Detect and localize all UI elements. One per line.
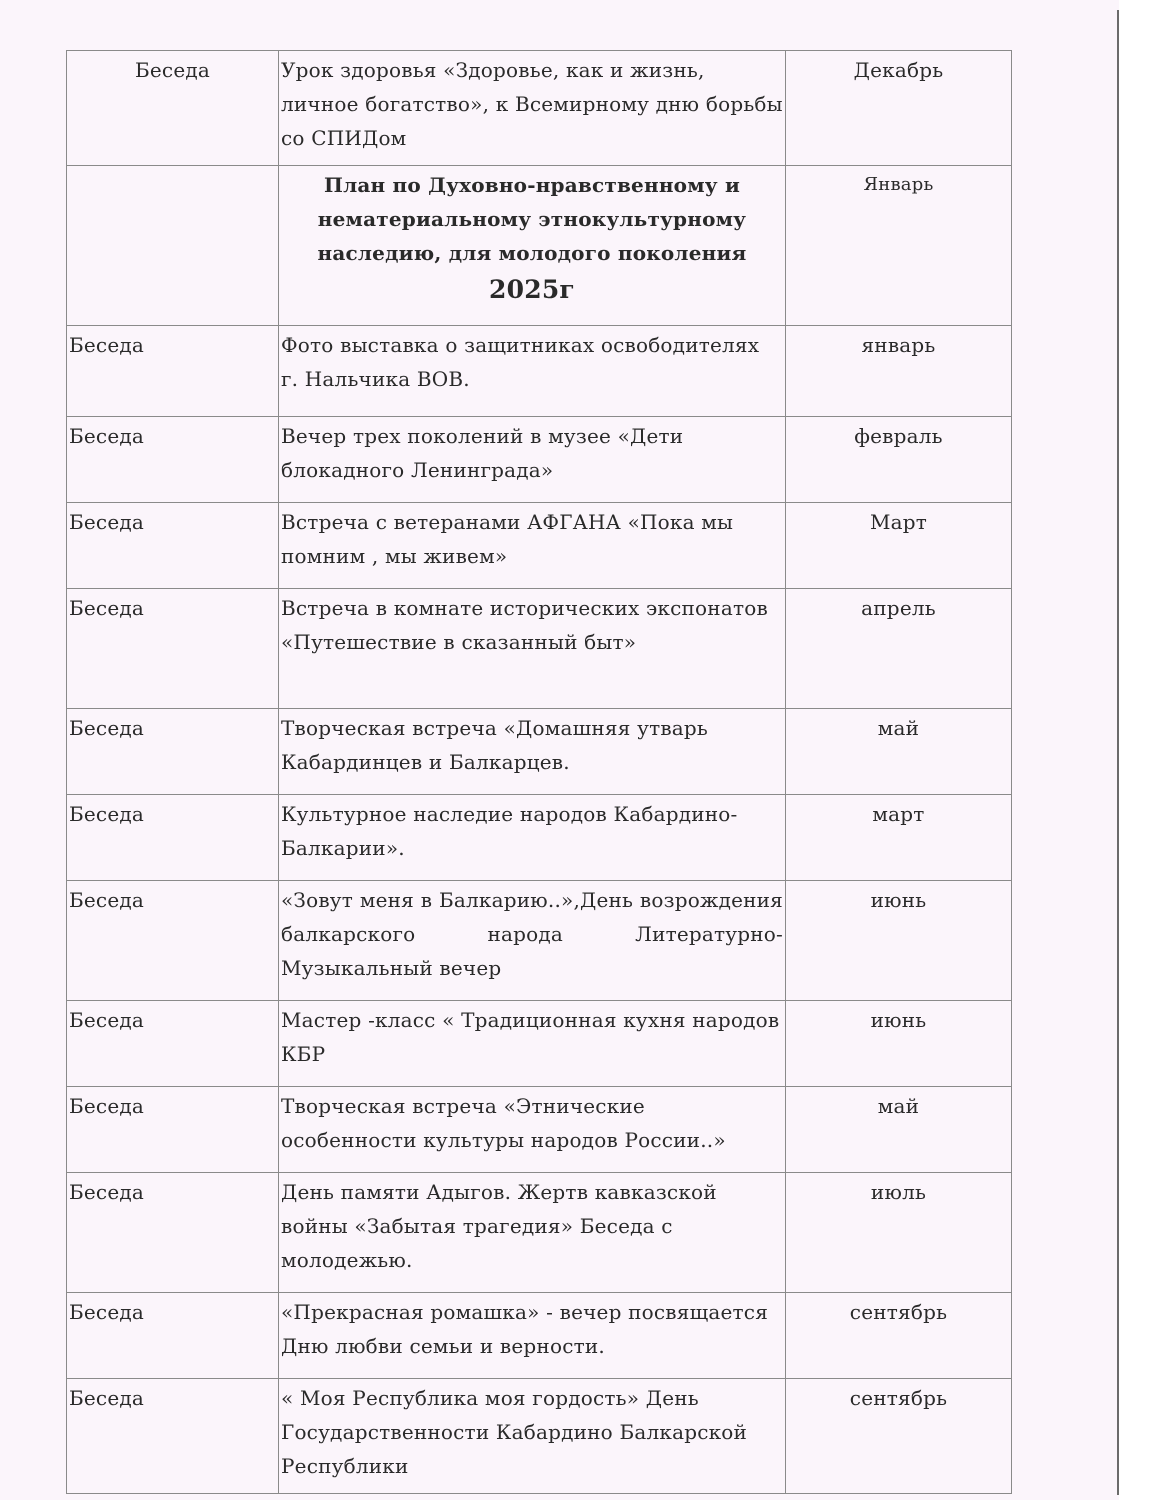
table-row-heading [67,166,1012,326]
event-month-cell: январь [786,326,1012,417]
plan-heading-line: нематериальному этнокультурному [317,207,747,231]
event-month-cell: июнь [786,881,1012,1001]
table-row [67,51,1012,166]
event-type-cell: Беседа [67,795,279,881]
table-row [67,881,1012,1001]
event-month-cell: февраль [786,417,1012,503]
event-description-cell: День памяти Адыгов. Жертв кавказской войны «Забытая трагедия» Беседа с молодежью. [279,1173,786,1293]
table-row [67,417,1012,503]
event-plan-table [66,50,1012,1494]
plan-heading-year: 2025г [489,275,575,304]
event-month-cell: июнь [786,1001,1012,1087]
event-type-cell: Беседа [67,51,279,166]
event-month-cell: май [786,1087,1012,1173]
plan-heading-line: наследию, для молодого поколения [317,241,747,265]
event-month-cell: Декабрь [786,51,1012,166]
table-row [67,1293,1012,1379]
event-description-cell: Вечер трех поколений в музее «Дети блокадного Ленинграда» [279,417,786,503]
table-row [67,795,1012,881]
event-type-cell: Беседа [67,1379,279,1494]
event-month-cell: апрель [786,589,1012,709]
event-type-cell: Беседа [67,503,279,589]
event-description-cell: Фото выставка о защитниках освободителях г. Нальчика ВОВ. [279,326,786,417]
event-type-cell: Беседа [67,1087,279,1173]
event-description-cell: « Моя Республика моя гордость» День Государственности Кабардино Балкарской Республики [279,1379,786,1494]
table-row [67,1001,1012,1087]
event-type-cell: Беседа [67,1173,279,1293]
event-month-cell: май [786,709,1012,795]
event-description-cell: Мастер -класс « Традиционная кухня народов КБР [279,1001,786,1087]
event-type-cell [67,166,279,326]
table-row [67,503,1012,589]
event-type-cell: Беседа [67,881,279,1001]
event-month-cell: Январь [786,166,1012,326]
event-month-cell: сентябрь [786,1293,1012,1379]
event-description-cell: Творческая встреча «Домашняя утварь Кабардинцев и Балкарцев. [279,709,786,795]
event-description-cell: «Зовут меня в Балкарию..»,День возрождения балкарского народа Литературно-Музыкальный вечер [279,881,786,1001]
plan-heading-line: План по Духовно-нравственному и [324,173,740,197]
event-description-cell: Творческая встреча «Этнические особенности культуры народов России..» [279,1087,786,1173]
event-type-cell: Беседа [67,326,279,417]
table-row [67,1173,1012,1293]
event-type-cell: Беседа [67,589,279,709]
scan-edge-line [1117,10,1119,1495]
plan-heading [279,166,786,326]
table-row [67,1379,1012,1494]
event-month-cell: Март [786,503,1012,589]
event-type-cell: Беседа [67,1001,279,1087]
event-description-cell: Встреча с ветеранами АФГАНА «Пока мы помним , мы живем» [279,503,786,589]
event-type-cell: Беседа [67,709,279,795]
scan-right-margin [1119,0,1159,1500]
event-description-cell: «Прекрасная ромашка» - вечер посвящается Дню любви семьи и верности. [279,1293,786,1379]
event-description-cell: Встреча в комнате исторических экспонатов «Путешествие в сказанный быт» [279,589,786,709]
event-month-cell: июль [786,1173,1012,1293]
table-row [67,709,1012,795]
event-description-cell: Культурное наследие народов Кабардино-Балкарии». [279,795,786,881]
event-month-cell: март [786,795,1012,881]
event-type-cell: Беседа [67,417,279,503]
event-description-cell: Урок здоровья «Здоровье, как и жизнь, личное богатство», к Всемирному дню борьбы со СПИДом [279,51,786,166]
event-type-cell: Беседа [67,1293,279,1379]
table-row [67,1087,1012,1173]
table-row [67,326,1012,417]
table-row [67,589,1012,709]
event-month-cell: сентябрь [786,1379,1012,1494]
